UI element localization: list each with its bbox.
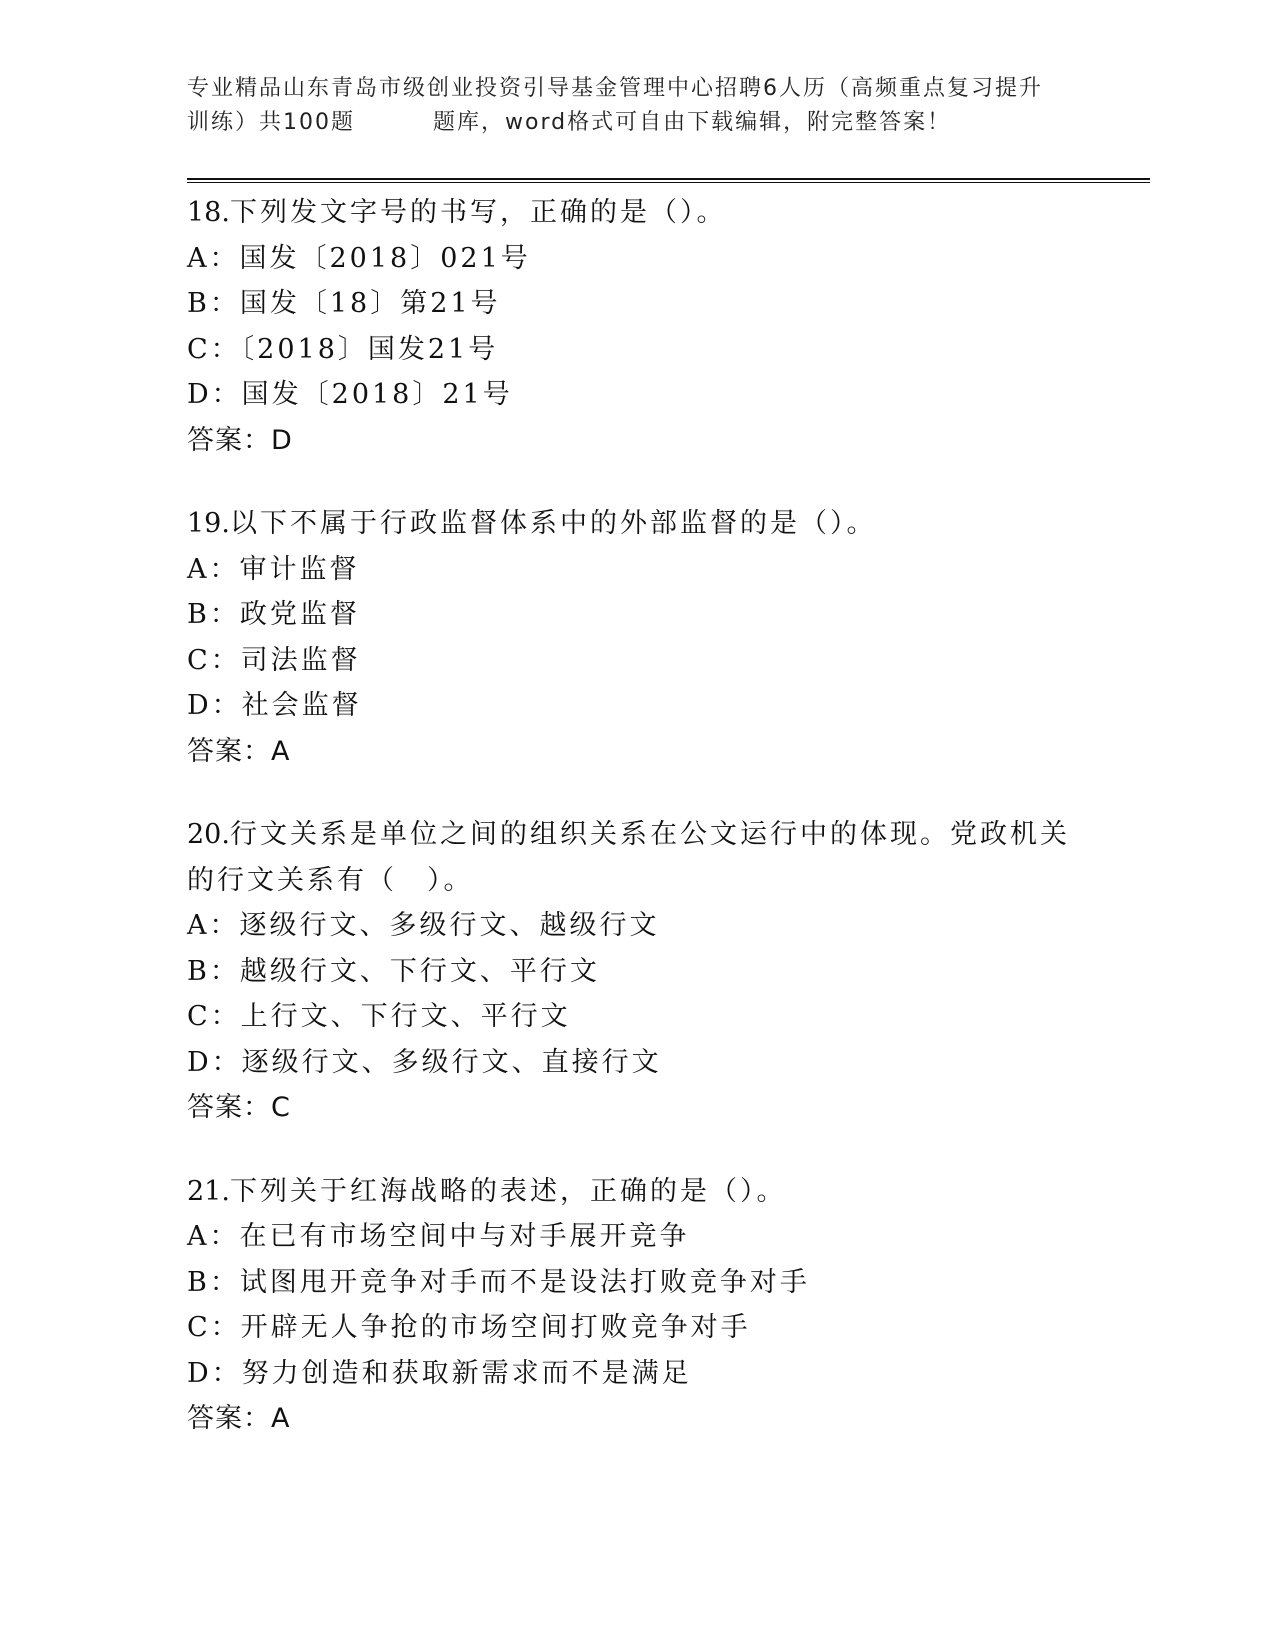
document-title-line1: 专业精品山东青岛市级创业投资引导基金管理中心招聘6人历（高频重点复习提升 xyxy=(187,76,1043,101)
option-d: D：努力创造和获取新需求而不是满足 xyxy=(187,1357,692,1389)
page-header xyxy=(187,72,1087,140)
answer-line: 答案：C xyxy=(187,1092,291,1123)
question-number: 18. xyxy=(187,197,230,228)
header-divider xyxy=(187,178,1150,183)
question-number: 20. xyxy=(187,819,230,850)
option-c: C：〔2018〕国发21号 xyxy=(187,333,499,365)
title-part2: 题库，word格式可自由下载编辑，附完整答案！ xyxy=(433,110,952,135)
option-a: A：国发〔2018〕021号 xyxy=(187,242,531,274)
question-21 xyxy=(187,1169,1087,1442)
question-number: 21. xyxy=(187,1175,230,1207)
question-text: 以下不属于行政监督体系中的外部监督的是（）。 xyxy=(229,508,877,539)
option-c: C：上行文、下行文、平行文 xyxy=(187,1001,571,1032)
question-stem xyxy=(187,190,1087,236)
option-c: C：司法监督 xyxy=(187,644,361,676)
option-b: B：越级行文、下行文、平行文 xyxy=(187,955,600,987)
question-list xyxy=(187,190,1087,1480)
option-b: B：试图甩开竞争对手而不是设法打败竞争对手 xyxy=(187,1266,810,1298)
answer-line: 答案：A xyxy=(187,1403,291,1434)
question-text: 行文关系是单位之间的组织关系在公文运行中的体现。党政机关的行文关系有（ ）。 xyxy=(187,819,1070,896)
question-20 xyxy=(187,812,1087,1131)
question-text: 下列发文字号的书写，正确的是（）。 xyxy=(229,197,727,228)
option-c: C：开辟无人争抢的市场空间打败竞争对手 xyxy=(187,1312,751,1343)
option-d: D：社会监督 xyxy=(187,690,362,721)
option-b: B：政党监督 xyxy=(187,599,360,630)
document-title-line2 xyxy=(187,106,1087,140)
answer-line: 答案：D xyxy=(187,424,293,456)
question-19 xyxy=(187,501,1087,774)
question-18 xyxy=(187,190,1087,463)
question-number: 19. xyxy=(187,508,230,539)
question-text: 下列关于红海战略的表述，正确的是（）。 xyxy=(229,1175,787,1207)
option-d: D：逐级行文、多级行文、直接行文 xyxy=(187,1046,662,1078)
question-stem xyxy=(187,812,1087,903)
option-b: B：国发〔18〕第21号 xyxy=(187,288,501,319)
option-a: A：审计监督 xyxy=(187,553,360,585)
question-stem xyxy=(187,1169,1087,1215)
answer-line: 答案：A xyxy=(187,735,291,767)
option-a: A：逐级行文、多级行文、越级行文 xyxy=(187,910,660,941)
question-stem xyxy=(187,501,1087,547)
title-part1: 训练）共100题 xyxy=(187,110,355,135)
option-a: A：在已有市场空间中与对手展开竞争 xyxy=(187,1221,690,1252)
option-d: D：国发〔2018〕21号 xyxy=(187,379,513,410)
